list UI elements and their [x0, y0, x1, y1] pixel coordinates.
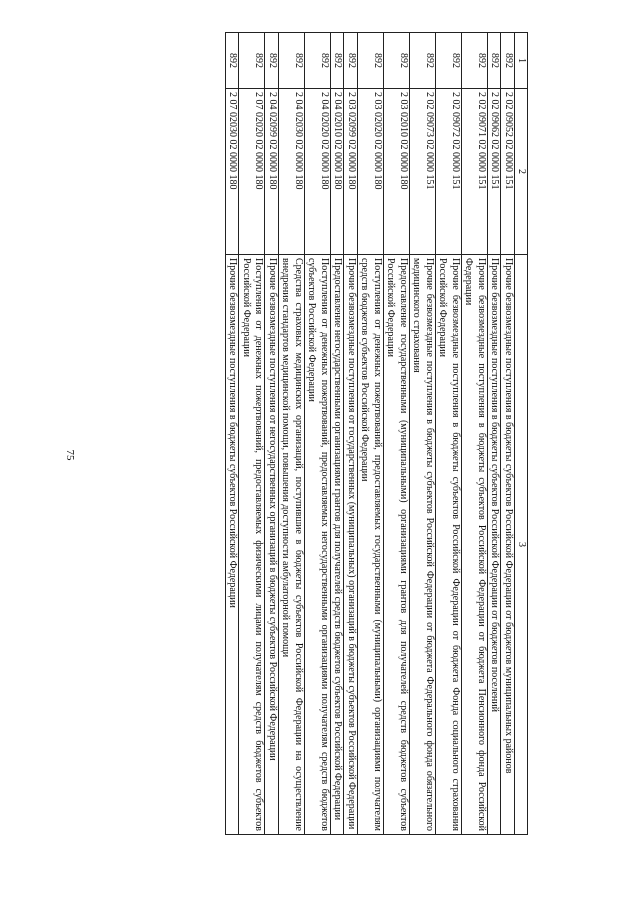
table-row: [265, 33, 279, 835]
description-cell: Прочие безвозмездные поступления от негосударственных организаций в бюджеты субъектов Российской Федерации: [265, 255, 279, 835]
table-row: [239, 33, 265, 835]
budget-code-cell: 2 07 02030 02 0000 180: [226, 89, 240, 255]
description-cell: Прочие безвозмездные поступления в бюджеты субъектов Российской Федерации от бюджета Пенсионного фонда Российской Федерации: [462, 255, 488, 835]
budget-code-cell: 2 04 02020 02 0000 180: [305, 89, 331, 255]
description-cell: Прочие безвозмездные поступления от государственных (муниципальных) организаций в бюджеты субъектов Российской Федерации: [344, 255, 358, 835]
table-row: [488, 33, 502, 835]
budget-code-cell: 2 02 09072 02 0000 151: [436, 89, 462, 255]
admin-code-cell: 892: [279, 33, 305, 89]
table-row: [344, 33, 358, 835]
description-cell: Прочие безвозмездные поступления в бюджеты субъектов Российской Федерации от бюджетов муниципальных районов: [501, 255, 515, 835]
admin-code-cell: 892: [265, 33, 279, 89]
description-cell: Поступления от денежных пожертвований, предоставляемых негосударственными организациями получателям средств бюджетов субъектов Российской Федерации: [305, 255, 331, 835]
table-row: [226, 33, 240, 835]
admin-code-cell: 892: [358, 33, 384, 89]
admin-code-cell: 892: [331, 33, 345, 89]
budget-code-cell: 2 04 02099 02 0000 180: [265, 89, 279, 255]
description-cell: Прочие безвозмездные поступления в бюджеты субъектов Российской Федерации от бюджета Фонда социального страхования Российской Федерации: [436, 255, 462, 835]
revenue-codes-table: [225, 32, 528, 835]
admin-code-cell: 892: [501, 33, 515, 89]
admin-code-cell: 892: [488, 33, 502, 89]
admin-code-cell: 892: [462, 33, 488, 89]
table-header-row: [515, 33, 528, 835]
description-cell: Прочие безвозмездные поступления в бюджеты субъектов Российской Федерации: [226, 255, 240, 835]
admin-code-cell: 892: [410, 33, 436, 89]
admin-code-cell: 892: [384, 33, 410, 89]
table-row: [279, 33, 305, 835]
budget-code-cell: 2 02 09062 02 0000 151: [488, 89, 502, 255]
column-header-3: 3: [515, 255, 528, 835]
table-row: [358, 33, 384, 835]
budget-code-cell: 2 03 02010 02 0000 180: [384, 89, 410, 255]
description-cell: Поступления от денежных пожертвований, предоставляемых физическими лицами получателям средств бюджетов субъектов Российской Федерации: [239, 255, 265, 835]
budget-code-cell: 2 03 02020 02 0000 180: [358, 89, 384, 255]
description-cell: Предоставление государственными (муниципальными) организациями грантов для получателей средств бюджетов субъектов Российской Федерации: [384, 255, 410, 835]
budget-code-cell: 2 04 02010 02 0000 180: [331, 89, 345, 255]
admin-code-cell: 892: [436, 33, 462, 89]
admin-code-cell: 892: [305, 33, 331, 89]
description-cell: Средства страховых медицинских организаций, поступившие в бюджеты субъектов Российской Федерации на осуществление внедрения стандартов медицинской помощи, повышения доступности амбулаторной помощи: [279, 255, 305, 835]
budget-code-cell: 2 02 09071 02 0000 151: [462, 89, 488, 255]
budget-code-cell: 2 02 09073 02 0000 151: [410, 89, 436, 255]
page-number: 75: [64, 449, 76, 461]
table-row: [384, 33, 410, 835]
table-body: [226, 33, 515, 835]
table-row: [436, 33, 462, 835]
table-row: [305, 33, 331, 835]
budget-code-cell: 2 04 02030 02 0000 180: [279, 89, 305, 255]
table-row: [501, 33, 515, 835]
table-row: [462, 33, 488, 835]
table-row: [410, 33, 436, 835]
document-sheet: [84, 32, 528, 834]
description-cell: Поступления от денежных пожертвований, предоставляемых государственными (муниципальными) организациями получателям средств бюджетов субъектов Российской Федерации: [358, 255, 384, 835]
budget-code-cell: 2 03 02099 02 0000 180: [344, 89, 358, 255]
table-row: [331, 33, 345, 835]
description-cell: Прочие безвозмездные поступления в бюджеты субъектов Российской Федерации от бюджета Федерального фонда обязательного медицинского страхования: [410, 255, 436, 835]
admin-code-cell: 892: [344, 33, 358, 89]
budget-code-cell: 2 07 02020 02 0000 180: [239, 89, 265, 255]
column-header-2: 2: [515, 89, 528, 255]
budget-code-cell: 2 02 09052 02 0000 151: [501, 89, 515, 255]
admin-code-cell: 892: [239, 33, 265, 89]
description-cell: Прочие безвозмездные поступления в бюджеты субъектов Российской Федерации от бюджетов поселений: [488, 255, 502, 835]
admin-code-cell: 892: [226, 33, 240, 89]
column-header-1: 1: [515, 33, 528, 89]
description-cell: Предоставление негосударственными организациями грантов для получателей средств бюджетов субъектов Российской Федерации: [331, 255, 345, 835]
